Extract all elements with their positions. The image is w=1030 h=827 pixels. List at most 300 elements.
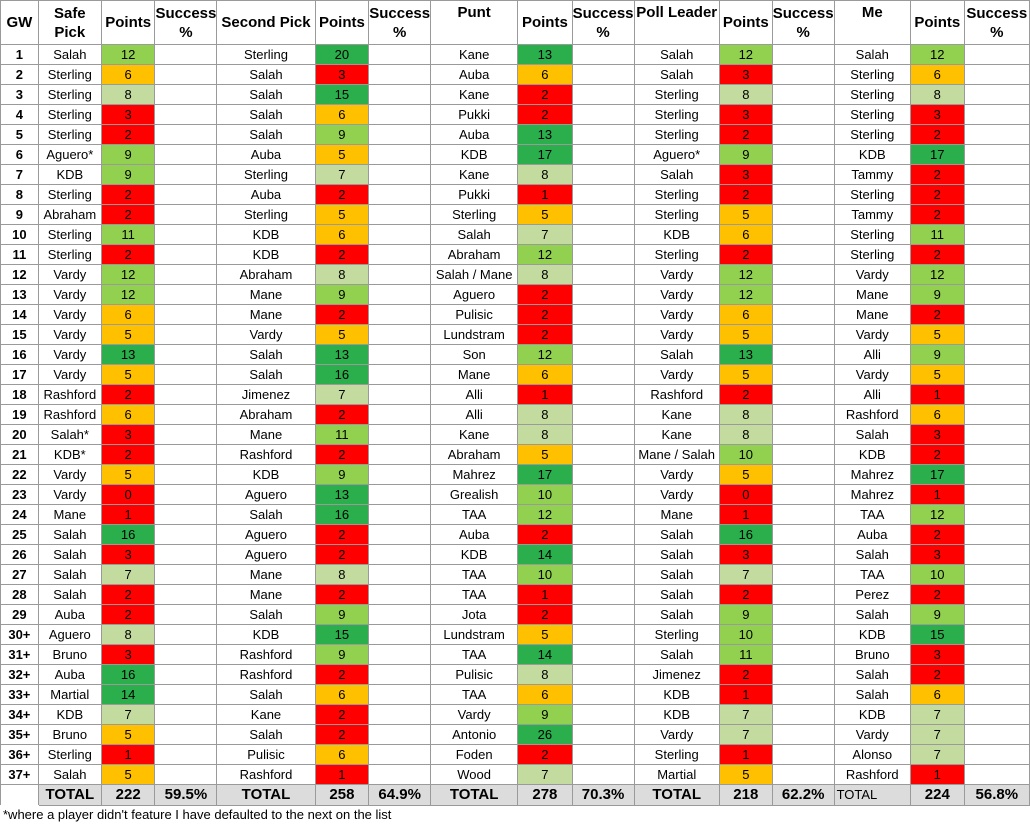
safe-pick-success-cell	[155, 585, 217, 605]
table-row	[1, 745, 1030, 765]
poll-leader-success-cell	[772, 485, 834, 505]
second-pick-points-cell: 13	[315, 345, 369, 365]
table-row	[1, 225, 1030, 245]
punt-player-cell: Kane	[431, 165, 518, 185]
me-player-cell: Sterling	[834, 245, 910, 265]
header-second-pick: Second Pick	[217, 1, 315, 45]
punt-player-cell: Abraham	[431, 445, 518, 465]
punt-player-cell: Auba	[431, 525, 518, 545]
second-pick-success-cell	[369, 125, 431, 145]
me-points-cell: 12	[910, 265, 964, 285]
header-success: Success %	[155, 1, 217, 45]
punt-points-cell: 5	[518, 205, 572, 225]
safe-pick-player-cell: Mane	[38, 505, 101, 525]
poll-leader-points-cell: 12	[719, 45, 772, 65]
punt-player-cell: Auba	[431, 65, 518, 85]
me-success-cell	[964, 545, 1029, 565]
me-points-cell: 5	[910, 365, 964, 385]
poll-leader-success-cell	[772, 465, 834, 485]
me-player-cell: TAA	[834, 565, 910, 585]
poll-leader-points-cell: 6	[719, 225, 772, 245]
second-pick-success-cell	[369, 105, 431, 125]
second-pick-points-cell: 9	[315, 645, 369, 665]
second-pick-points-cell: 2	[315, 725, 369, 745]
safe-pick-player-cell: Salah*	[38, 425, 101, 445]
punt-success-cell	[572, 585, 634, 605]
gameweek-cell: 21	[1, 445, 39, 465]
me-player-cell: Vardy	[834, 325, 910, 345]
punt-success-cell	[572, 285, 634, 305]
punt-player-cell: Lundstram	[431, 625, 518, 645]
second-pick-points-cell: 2	[315, 305, 369, 325]
me-success-cell	[964, 385, 1029, 405]
punt-success-cell	[572, 385, 634, 405]
me-success-cell	[964, 505, 1029, 525]
gameweek-cell: 34+	[1, 705, 39, 725]
second-pick-points-cell: 9	[315, 465, 369, 485]
punt-success-cell	[572, 45, 634, 65]
me-points-cell: 1	[910, 485, 964, 505]
safe-pick-player-cell: Salah	[38, 585, 101, 605]
me-success-cell	[964, 765, 1029, 785]
poll-leader-points-cell: 2	[719, 665, 772, 685]
safe-pick-success-cell	[155, 565, 217, 585]
second-pick-points-cell: 2	[315, 665, 369, 685]
safe-pick-points-cell: 16	[101, 525, 155, 545]
second-pick-points-cell: 7	[315, 165, 369, 185]
poll-leader-player-cell: Salah	[634, 545, 719, 565]
total-safe-success: 59.5%	[155, 785, 217, 806]
safe-pick-success-cell	[155, 325, 217, 345]
punt-player-cell: TAA	[431, 565, 518, 585]
safe-pick-player-cell: Vardy	[38, 465, 101, 485]
punt-success-cell	[572, 685, 634, 705]
second-pick-success-cell	[369, 405, 431, 425]
poll-leader-success-cell	[772, 685, 834, 705]
punt-success-cell	[572, 725, 634, 745]
table-row	[1, 465, 1030, 485]
punt-player-cell: Auba	[431, 125, 518, 145]
table-row	[1, 105, 1030, 125]
safe-pick-points-cell: 2	[101, 385, 155, 405]
second-pick-points-cell: 6	[315, 685, 369, 705]
safe-pick-player-cell: Sterling	[38, 185, 101, 205]
gameweek-cell: 17	[1, 365, 39, 385]
second-pick-player-cell: Salah	[217, 85, 315, 105]
header-safe-pick: Safe Pick	[38, 1, 101, 45]
poll-leader-success-cell	[772, 745, 834, 765]
second-pick-success-cell	[369, 505, 431, 525]
safe-pick-player-cell: Vardy	[38, 485, 101, 505]
gameweek-cell: 26	[1, 545, 39, 565]
punt-success-cell	[572, 505, 634, 525]
poll-leader-points-cell: 2	[719, 585, 772, 605]
second-pick-success-cell	[369, 225, 431, 245]
me-success-cell	[964, 85, 1029, 105]
second-pick-success-cell	[369, 205, 431, 225]
me-success-cell	[964, 105, 1029, 125]
table-row	[1, 385, 1030, 405]
second-pick-player-cell: Mane	[217, 305, 315, 325]
safe-pick-success-cell	[155, 105, 217, 125]
table-row	[1, 585, 1030, 605]
gameweek-cell: 27	[1, 565, 39, 585]
gameweek-cell: 28	[1, 585, 39, 605]
poll-leader-points-cell: 0	[719, 485, 772, 505]
punt-player-cell: Salah	[431, 225, 518, 245]
second-pick-points-cell: 2	[315, 545, 369, 565]
total-label: TOTAL	[431, 785, 518, 806]
me-points-cell: 7	[910, 745, 964, 765]
punt-success-cell	[572, 185, 634, 205]
me-player-cell: Perez	[834, 585, 910, 605]
second-pick-player-cell: Rashford	[217, 665, 315, 685]
second-pick-player-cell: Rashford	[217, 765, 315, 785]
me-points-cell: 7	[910, 705, 964, 725]
gameweek-cell: 23	[1, 485, 39, 505]
me-success-cell	[964, 445, 1029, 465]
me-points-cell: 7	[910, 725, 964, 745]
poll-leader-player-cell: Sterling	[634, 745, 719, 765]
safe-pick-player-cell: Salah	[38, 765, 101, 785]
punt-points-cell: 1	[518, 385, 572, 405]
second-pick-player-cell: Aguero	[217, 545, 315, 565]
punt-success-cell	[572, 665, 634, 685]
gameweek-cell: 36+	[1, 745, 39, 765]
punt-player-cell: Aguero	[431, 285, 518, 305]
punt-points-cell: 10	[518, 485, 572, 505]
punt-success-cell	[572, 65, 634, 85]
safe-pick-points-cell: 2	[101, 585, 155, 605]
table-row	[1, 65, 1030, 85]
me-points-cell: 10	[910, 565, 964, 585]
poll-leader-player-cell: Vardy	[634, 325, 719, 345]
safe-pick-player-cell: Sterling	[38, 125, 101, 145]
safe-pick-success-cell	[155, 225, 217, 245]
safe-pick-success-cell	[155, 145, 217, 165]
second-pick-player-cell: Mane	[217, 565, 315, 585]
second-pick-player-cell: Salah	[217, 685, 315, 705]
punt-points-cell: 8	[518, 165, 572, 185]
table-row	[1, 525, 1030, 545]
safe-pick-success-cell	[155, 165, 217, 185]
safe-pick-player-cell: Bruno	[38, 725, 101, 745]
second-pick-success-cell	[369, 765, 431, 785]
me-points-cell: 9	[910, 345, 964, 365]
header-gw: GW	[1, 1, 39, 45]
me-player-cell: Sterling	[834, 85, 910, 105]
me-player-cell: Auba	[834, 525, 910, 545]
second-pick-success-cell	[369, 245, 431, 265]
second-pick-success-cell	[369, 305, 431, 325]
me-player-cell: Mane	[834, 285, 910, 305]
me-player-cell: Mahrez	[834, 485, 910, 505]
punt-success-cell	[572, 465, 634, 485]
me-player-cell: Salah	[834, 545, 910, 565]
table-row	[1, 185, 1030, 205]
second-pick-player-cell: KDB	[217, 225, 315, 245]
me-player-cell: Salah	[834, 425, 910, 445]
second-pick-success-cell	[369, 485, 431, 505]
table-row	[1, 45, 1030, 65]
punt-points-cell: 12	[518, 245, 572, 265]
me-success-cell	[964, 325, 1029, 345]
safe-pick-points-cell: 2	[101, 185, 155, 205]
punt-success-cell	[572, 705, 634, 725]
punt-player-cell: Salah / Mane	[431, 265, 518, 285]
safe-pick-player-cell: Aguero	[38, 625, 101, 645]
poll-leader-player-cell: KDB	[634, 705, 719, 725]
punt-player-cell: Kane	[431, 85, 518, 105]
me-points-cell: 12	[910, 505, 964, 525]
me-points-cell: 17	[910, 145, 964, 165]
safe-pick-player-cell: Vardy	[38, 345, 101, 365]
me-points-cell: 2	[910, 185, 964, 205]
me-success-cell	[964, 725, 1029, 745]
safe-pick-points-cell: 14	[101, 685, 155, 705]
me-player-cell: Salah	[834, 685, 910, 705]
safe-pick-points-cell: 2	[101, 125, 155, 145]
punt-player-cell: TAA	[431, 685, 518, 705]
second-pick-points-cell: 2	[315, 525, 369, 545]
punt-player-cell: Pukki	[431, 105, 518, 125]
safe-pick-success-cell	[155, 445, 217, 465]
second-pick-points-cell: 2	[315, 405, 369, 425]
poll-leader-player-cell: Salah	[634, 45, 719, 65]
poll-leader-points-cell: 12	[719, 285, 772, 305]
second-pick-success-cell	[369, 65, 431, 85]
poll-leader-player-cell: Sterling	[634, 105, 719, 125]
table-row	[1, 85, 1030, 105]
safe-pick-points-cell: 7	[101, 705, 155, 725]
safe-pick-points-cell: 2	[101, 205, 155, 225]
poll-leader-player-cell: Mane / Salah	[634, 445, 719, 465]
poll-leader-player-cell: KDB	[634, 225, 719, 245]
second-pick-success-cell	[369, 745, 431, 765]
safe-pick-success-cell	[155, 405, 217, 425]
safe-pick-points-cell: 6	[101, 405, 155, 425]
second-pick-success-cell	[369, 625, 431, 645]
second-pick-points-cell: 5	[315, 145, 369, 165]
poll-leader-player-cell: Vardy	[634, 265, 719, 285]
gameweek-cell: 37+	[1, 765, 39, 785]
me-success-cell	[964, 665, 1029, 685]
poll-leader-player-cell: Sterling	[634, 185, 719, 205]
safe-pick-points-cell: 3	[101, 645, 155, 665]
gameweek-cell: 18	[1, 385, 39, 405]
second-pick-success-cell	[369, 185, 431, 205]
table-row	[1, 485, 1030, 505]
me-success-cell	[964, 45, 1029, 65]
poll-leader-success-cell	[772, 385, 834, 405]
me-points-cell: 2	[910, 585, 964, 605]
poll-leader-points-cell: 11	[719, 645, 772, 665]
punt-points-cell: 2	[518, 745, 572, 765]
punt-player-cell: TAA	[431, 645, 518, 665]
me-success-cell	[964, 245, 1029, 265]
me-points-cell: 6	[910, 685, 964, 705]
second-pick-player-cell: Aguero	[217, 485, 315, 505]
punt-points-cell: 6	[518, 685, 572, 705]
poll-leader-points-cell: 1	[719, 745, 772, 765]
second-pick-player-cell: Pulisic	[217, 745, 315, 765]
me-player-cell: Mane	[834, 305, 910, 325]
table-row	[1, 145, 1030, 165]
poll-leader-player-cell: Salah	[634, 345, 719, 365]
punt-player-cell: Pulisic	[431, 665, 518, 685]
poll-leader-success-cell	[772, 325, 834, 345]
gameweek-cell: 22	[1, 465, 39, 485]
table-row	[1, 325, 1030, 345]
second-pick-success-cell	[369, 265, 431, 285]
safe-pick-success-cell	[155, 665, 217, 685]
poll-leader-player-cell: Salah	[634, 525, 719, 545]
safe-pick-success-cell	[155, 685, 217, 705]
safe-pick-success-cell	[155, 285, 217, 305]
second-pick-success-cell	[369, 285, 431, 305]
poll-leader-success-cell	[772, 145, 834, 165]
second-pick-player-cell: Mane	[217, 585, 315, 605]
poll-leader-points-cell: 7	[719, 705, 772, 725]
me-player-cell: Mahrez	[834, 465, 910, 485]
punt-success-cell	[572, 205, 634, 225]
me-success-cell	[964, 625, 1029, 645]
gameweek-cell: 3	[1, 85, 39, 105]
poll-leader-success-cell	[772, 405, 834, 425]
safe-pick-player-cell: Auba	[38, 665, 101, 685]
poll-leader-player-cell: Sterling	[634, 85, 719, 105]
safe-pick-success-cell	[155, 705, 217, 725]
second-pick-player-cell: Abraham	[217, 265, 315, 285]
punt-player-cell: Alli	[431, 405, 518, 425]
second-pick-player-cell: Abraham	[217, 405, 315, 425]
total-me-success: 56.8%	[964, 785, 1029, 806]
table-row	[1, 165, 1030, 185]
second-pick-success-cell	[369, 165, 431, 185]
safe-pick-points-cell: 0	[101, 485, 155, 505]
punt-points-cell: 9	[518, 705, 572, 725]
safe-pick-player-cell: Rashford	[38, 385, 101, 405]
poll-leader-points-cell: 1	[719, 685, 772, 705]
safe-pick-points-cell: 5	[101, 765, 155, 785]
second-pick-player-cell: Salah	[217, 505, 315, 525]
punt-success-cell	[572, 525, 634, 545]
gameweek-cell: 11	[1, 245, 39, 265]
punt-points-cell: 8	[518, 425, 572, 445]
me-success-cell	[964, 265, 1029, 285]
punt-points-cell: 2	[518, 305, 572, 325]
me-player-cell: Rashford	[834, 765, 910, 785]
poll-leader-points-cell: 8	[719, 405, 772, 425]
poll-leader-points-cell: 5	[719, 765, 772, 785]
safe-pick-success-cell	[155, 65, 217, 85]
poll-leader-player-cell: Salah	[634, 605, 719, 625]
safe-pick-success-cell	[155, 425, 217, 445]
me-points-cell: 2	[910, 165, 964, 185]
header-success: Success %	[772, 1, 834, 45]
second-pick-player-cell: Auba	[217, 185, 315, 205]
me-success-cell	[964, 645, 1029, 665]
poll-leader-player-cell: Rashford	[634, 385, 719, 405]
totals-row	[1, 785, 1030, 806]
total-punt-points: 278	[518, 785, 572, 806]
poll-leader-points-cell: 3	[719, 65, 772, 85]
safe-pick-player-cell: KDB	[38, 165, 101, 185]
safe-pick-success-cell	[155, 465, 217, 485]
me-player-cell: KDB	[834, 625, 910, 645]
safe-pick-points-cell: 12	[101, 45, 155, 65]
poll-leader-points-cell: 1	[719, 505, 772, 525]
punt-success-cell	[572, 265, 634, 285]
header-points: Points	[719, 1, 772, 45]
me-success-cell	[964, 205, 1029, 225]
second-pick-success-cell	[369, 445, 431, 465]
second-pick-success-cell	[369, 725, 431, 745]
second-pick-player-cell: Sterling	[217, 205, 315, 225]
punt-success-cell	[572, 625, 634, 645]
safe-pick-player-cell: Salah	[38, 545, 101, 565]
second-pick-player-cell: Vardy	[217, 325, 315, 345]
table-row	[1, 685, 1030, 705]
poll-leader-player-cell: Salah	[634, 645, 719, 665]
gameweek-cell: 1	[1, 45, 39, 65]
safe-pick-points-cell: 2	[101, 245, 155, 265]
safe-pick-success-cell	[155, 505, 217, 525]
second-pick-points-cell: 2	[315, 185, 369, 205]
safe-pick-success-cell	[155, 265, 217, 285]
poll-leader-points-cell: 9	[719, 145, 772, 165]
safe-pick-points-cell: 3	[101, 545, 155, 565]
me-points-cell: 2	[910, 205, 964, 225]
table-row	[1, 565, 1030, 585]
second-pick-success-cell	[369, 85, 431, 105]
second-pick-points-cell: 3	[315, 65, 369, 85]
punt-points-cell: 1	[518, 185, 572, 205]
poll-leader-player-cell: Aguero*	[634, 145, 719, 165]
poll-leader-points-cell: 3	[719, 165, 772, 185]
safe-pick-player-cell: Vardy	[38, 285, 101, 305]
table-row	[1, 345, 1030, 365]
me-points-cell: 3	[910, 545, 964, 565]
second-pick-success-cell	[369, 345, 431, 365]
total-second-points: 258	[315, 785, 369, 806]
poll-leader-player-cell: Jimenez	[634, 665, 719, 685]
poll-leader-points-cell: 10	[719, 625, 772, 645]
second-pick-points-cell: 2	[315, 705, 369, 725]
poll-leader-points-cell: 2	[719, 185, 772, 205]
poll-leader-player-cell: Salah	[634, 565, 719, 585]
second-pick-success-cell	[369, 385, 431, 405]
me-points-cell: 2	[910, 525, 964, 545]
me-points-cell: 12	[910, 45, 964, 65]
punt-player-cell: Wood	[431, 765, 518, 785]
safe-pick-points-cell: 7	[101, 565, 155, 585]
safe-pick-player-cell: Vardy	[38, 265, 101, 285]
gameweek-cell: 20	[1, 425, 39, 445]
second-pick-points-cell: 9	[315, 125, 369, 145]
second-pick-player-cell: Salah	[217, 345, 315, 365]
poll-leader-success-cell	[772, 625, 834, 645]
second-pick-player-cell: Salah	[217, 65, 315, 85]
second-pick-player-cell: KDB	[217, 245, 315, 265]
punt-points-cell: 7	[518, 765, 572, 785]
poll-leader-success-cell	[772, 645, 834, 665]
poll-leader-success-cell	[772, 85, 834, 105]
poll-leader-points-cell: 3	[719, 545, 772, 565]
gameweek-cell: 35+	[1, 725, 39, 745]
second-pick-success-cell	[369, 645, 431, 665]
gameweek-cell: 7	[1, 165, 39, 185]
